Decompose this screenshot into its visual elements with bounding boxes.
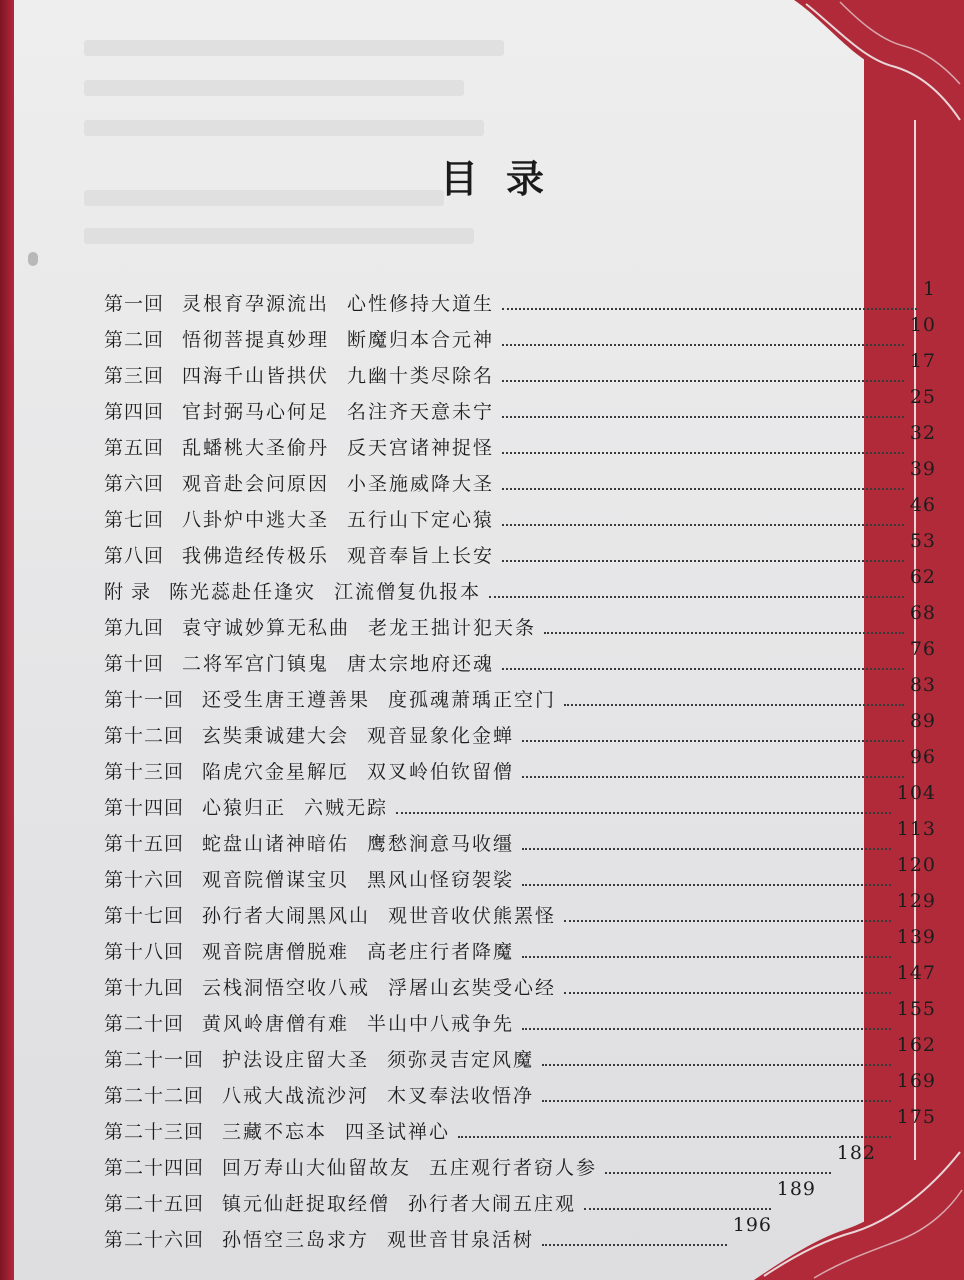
toc-entry[interactable]: [104, 350, 936, 388]
chapter-title-second: 唐太宗地府还魂: [347, 653, 495, 675]
chapter-number: 第二十二回: [104, 1085, 205, 1107]
chapter-title-first: 二将军宫门镇鬼: [182, 653, 330, 675]
chapter-title-first: 陈光蕊赴任逢灾: [169, 581, 317, 603]
chapter-number: 第九回: [104, 617, 165, 639]
leader-dots: [564, 992, 891, 994]
toc-entry[interactable]: [104, 422, 936, 460]
chapter-title-second: 老龙王拙计犯天条: [368, 617, 537, 639]
chapter-number: 第十六回: [104, 869, 185, 891]
toc-entry[interactable]: [104, 1142, 876, 1180]
chapter-title-first: 四海千山皆拱伏: [182, 365, 330, 387]
page-mark: [28, 252, 38, 266]
chapter-number: 附 录: [104, 581, 152, 603]
page-number: 139: [896, 926, 936, 948]
toc-entry[interactable]: [104, 314, 936, 352]
chapter-number: 第二十五回: [104, 1193, 205, 1215]
chapter-number: 第二十四回: [104, 1157, 205, 1179]
leader-dots: [502, 524, 904, 526]
chapter-title-first: 镇元仙赶捉取经僧: [222, 1193, 391, 1215]
corner-ornament-top: [754, 0, 964, 190]
chapter-number: 第七回: [104, 509, 165, 531]
chapter-title-second: 木叉奉法收悟净: [387, 1085, 535, 1107]
page-number: 182: [836, 1142, 876, 1164]
toc-entry[interactable]: [104, 998, 936, 1036]
leader-dots: [502, 488, 904, 490]
toc-entry[interactable]: [104, 782, 936, 820]
chapter-title-first: 观音院僧谋宝贝: [202, 869, 350, 891]
leader-dots: [584, 1208, 771, 1210]
chapter-title-first: 心猿归正: [202, 797, 287, 819]
chapter-title-first: 官封弼马心何足: [182, 401, 330, 423]
page-number: 120: [896, 854, 936, 876]
chapter-number: 第四回: [104, 401, 165, 423]
bleed-through-text: [84, 228, 474, 244]
toc-entry[interactable]: [104, 962, 936, 1000]
bleed-through-text: [84, 40, 504, 56]
page-number: 10: [909, 314, 936, 336]
toc-entry[interactable]: [104, 278, 936, 316]
toc-entry[interactable]: [104, 602, 936, 640]
chapter-title-second: 观音显象化金蝉: [367, 725, 515, 747]
leader-dots: [522, 884, 891, 886]
leader-dots: [502, 668, 904, 670]
chapter-title-second: 度孤魂萧瑀正空门: [388, 689, 557, 711]
page-number: 46: [909, 494, 936, 516]
leader-dots: [489, 596, 904, 598]
chapter-title-second: 浮屠山玄奘受心经: [388, 977, 557, 999]
chapter-title-second: 断魔归本合元神: [347, 329, 495, 351]
toc-entry[interactable]: [104, 530, 936, 568]
chapter-title-second: 观世音甘泉活树: [387, 1229, 535, 1251]
chapter-title-first: 孙行者大闹黑风山: [202, 905, 371, 927]
leader-dots: [522, 848, 891, 850]
bleed-through-text: [84, 120, 484, 136]
leader-dots: [502, 452, 904, 454]
page-number: 68: [909, 602, 936, 624]
chapter-number: 第二回: [104, 329, 165, 351]
chapter-title-first: 袁守诚妙算无私曲: [182, 617, 351, 639]
toc-entry[interactable]: [104, 1214, 772, 1252]
chapter-title-first: 乱蟠桃大圣偷丹: [182, 437, 330, 459]
chapter-title-second: 四圣试禅心: [345, 1121, 451, 1143]
chapter-title-first: 护法设庄留大圣: [222, 1049, 370, 1071]
leader-dots: [605, 1172, 831, 1174]
page-number: 155: [896, 998, 936, 1020]
toc-entry[interactable]: [104, 890, 936, 928]
chapter-number: 第十一回: [104, 689, 185, 711]
leader-dots: [522, 740, 904, 742]
chapter-title-first: 陷虎穴金星解厄: [202, 761, 350, 783]
page-number: 96: [909, 746, 936, 768]
leader-dots: [542, 1100, 891, 1102]
chapter-title-second: 小圣施威降大圣: [347, 473, 495, 495]
bleed-through-text: [84, 80, 464, 96]
chapter-title-second: 名注齐天意未宁: [347, 401, 495, 423]
leader-dots: [502, 380, 904, 382]
chapter-title-second: 高老庄行者降魔: [367, 941, 515, 963]
chapter-title-first: 悟彻菩提真妙理: [182, 329, 330, 351]
page-number: 76: [909, 638, 936, 660]
toc-entry[interactable]: [104, 1178, 816, 1216]
chapter-title-second: 半山中八戒争先: [367, 1013, 515, 1035]
chapter-title-first: 三藏不忘本: [222, 1121, 328, 1143]
chapter-title-first: 孙悟空三岛求方: [222, 1229, 370, 1251]
page-number: 169: [896, 1070, 936, 1092]
page-number: 32: [909, 422, 936, 444]
page-title: 目录: [440, 156, 573, 201]
leader-dots: [522, 956, 891, 958]
chapter-title-second: 江流僧复仇报本: [334, 581, 482, 603]
page-number: 89: [909, 710, 936, 732]
page-number: 189: [776, 1178, 816, 1200]
chapter-number: 第二十一回: [104, 1049, 205, 1071]
chapter-title-first: 灵根育孕源流出: [182, 293, 330, 315]
chapter-title-second: 观音奉旨上长安: [347, 545, 495, 567]
book-spine-edge: [0, 0, 14, 1280]
chapter-title-first: 八卦炉中逃大圣: [182, 509, 330, 531]
chapter-title-second: 五庄观行者窃人参: [429, 1157, 598, 1179]
chapter-title-second: 心性修持大道生: [347, 293, 495, 315]
chapter-title-second: 九幽十类尽除名: [347, 365, 495, 387]
page-number: 129: [896, 890, 936, 912]
leader-dots: [502, 308, 917, 310]
toc-entry[interactable]: [104, 458, 936, 496]
page-number: 196: [732, 1214, 772, 1236]
chapter-title-first: 蛇盘山诸神暗佑: [202, 833, 350, 855]
chapter-title-second: 五行山下定心猿: [347, 509, 495, 531]
chapter-number: 第二十三回: [104, 1121, 205, 1143]
chapter-title-second: 黑风山怪窃袈裟: [367, 869, 515, 891]
chapter-title-first: 云栈洞悟空收八戒: [202, 977, 371, 999]
chapter-number: 第二十六回: [104, 1229, 205, 1251]
leader-dots: [522, 1028, 891, 1030]
leader-dots: [502, 344, 904, 346]
chapter-title-first: 我佛造经传极乐: [182, 545, 330, 567]
chapter-number: 第十九回: [104, 977, 185, 999]
chapter-number: 第十三回: [104, 761, 185, 783]
toc-entry[interactable]: [104, 494, 936, 532]
toc-entry[interactable]: [104, 1034, 936, 1072]
toc-entry[interactable]: [104, 386, 936, 424]
chapter-title-second: 孙行者大闹五庄观: [408, 1193, 577, 1215]
chapter-number: 第十四回: [104, 797, 185, 819]
page-number: 39: [909, 458, 936, 480]
toc-entry[interactable]: [104, 1106, 936, 1144]
chapter-title-first: 观音院唐僧脱难: [202, 941, 350, 963]
toc-entry[interactable]: [104, 566, 936, 604]
chapter-title-second: 反天宫诸神捉怪: [347, 437, 495, 459]
leader-dots: [502, 560, 904, 562]
toc-entry[interactable]: [104, 854, 936, 892]
chapter-title-second: 鹰愁涧意马收缰: [367, 833, 515, 855]
page-number: 175: [896, 1106, 936, 1128]
leader-dots: [458, 1136, 891, 1138]
chapter-title-first: 黄风岭唐僧有难: [202, 1013, 350, 1035]
toc-entry[interactable]: [104, 674, 936, 712]
page-number: 104: [896, 782, 936, 804]
page-number: 113: [896, 818, 936, 840]
leader-dots: [522, 776, 904, 778]
toc-entry[interactable]: [104, 1070, 936, 1108]
page-number: 17: [909, 350, 936, 372]
chapter-number: 第八回: [104, 545, 165, 567]
chapter-number: 第三回: [104, 365, 165, 387]
leader-dots: [564, 920, 891, 922]
chapter-number: 第六回: [104, 473, 165, 495]
chapter-title-first: 回万寿山大仙留故友: [222, 1157, 412, 1179]
toc-entry[interactable]: [104, 746, 936, 784]
page-number: 162: [896, 1034, 936, 1056]
chapter-number: 第十五回: [104, 833, 185, 855]
bleed-through-text: [84, 190, 444, 206]
chapter-title-second: 六贼无踪: [304, 797, 389, 819]
chapter-number: 第十二回: [104, 725, 185, 747]
leader-dots: [502, 416, 904, 418]
leader-dots: [396, 812, 891, 814]
leader-dots: [542, 1244, 727, 1246]
chapter-number: 第一回: [104, 293, 165, 315]
toc-entry[interactable]: [104, 710, 936, 748]
leader-dots: [564, 704, 904, 706]
chapter-number: 第二十回: [104, 1013, 185, 1035]
toc-entry[interactable]: [104, 818, 936, 856]
page-number: 1: [922, 278, 936, 300]
chapter-title-second: 须弥灵吉定风魔: [387, 1049, 535, 1071]
leader-dots: [542, 1064, 891, 1066]
toc-entry[interactable]: [104, 926, 936, 964]
chapter-title-first: 观音赴会问原因: [182, 473, 330, 495]
chapter-title-first: 八戒大战流沙河: [222, 1085, 370, 1107]
page-number: 25: [909, 386, 936, 408]
chapter-title-first: 玄奘秉诚建大会: [202, 725, 350, 747]
chapter-number: 第五回: [104, 437, 165, 459]
toc-entry[interactable]: [104, 638, 936, 676]
page-number: 53: [909, 530, 936, 552]
page-number: 83: [909, 674, 936, 696]
chapter-number: 第十八回: [104, 941, 185, 963]
chapter-title-first: 还受生唐王遵善果: [202, 689, 371, 711]
chapter-number: 第十回: [104, 653, 165, 675]
leader-dots: [544, 632, 904, 634]
page-number: 62: [909, 566, 936, 588]
chapter-title-second: 双叉岭伯钦留僧: [367, 761, 515, 783]
chapter-number: 第十七回: [104, 905, 185, 927]
chapter-title-second: 观世音收伏熊罴怪: [388, 905, 557, 927]
page-number: 147: [896, 962, 936, 984]
